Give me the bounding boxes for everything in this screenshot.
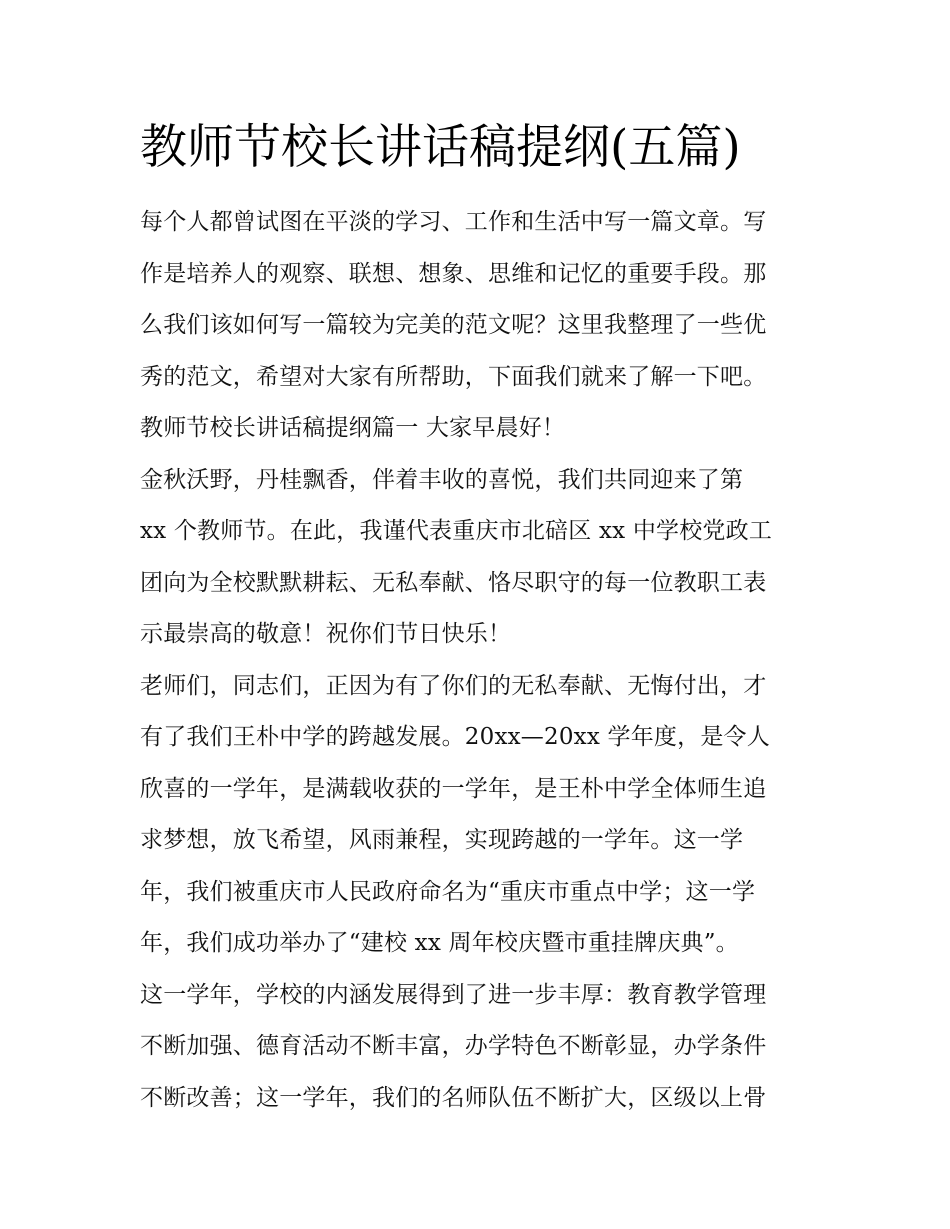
- text-line: 金秋沃野，丹桂飘香，伴着丰收的喜悦，我们共同迎来了第: [140, 466, 744, 493]
- text-line: 作是培养人的观察、联想、想象、思维和记忆的重要手段。那: [140, 260, 767, 287]
- document-title: 教师节校长讲话稿提纲(五篇): [140, 120, 741, 175]
- text-line: 团向为全校默默耕耘、无私奉献、恪尽职守的每一位教职工表: [140, 569, 767, 596]
- text-line: xx 个教师节。在此，我谨代表重庆市北碚区 xx 中学校党政工: [140, 518, 773, 544]
- document-body: [140, 197, 820, 1124]
- text-line: 么我们该如何写一篇较为完美的范文呢？这里我整理了一些优: [140, 312, 767, 338]
- text-line: 每个人都曾试图在平淡的学习、工作和生活中写一篇文章。写: [140, 209, 767, 235]
- text-line: 有了我们王朴中学的跨越发展。20xx—20xx 学年度，是令人: [140, 724, 770, 750]
- text-line: 不断改善；这一学年，我们的名师队伍不断扩大，区级以上骨: [140, 1084, 767, 1111]
- text-line: 不断加强、德育活动不断丰富，办学特色不断彰显，办学条件: [140, 1033, 767, 1059]
- text-line: 年，我们成功举办了“建校 xx 周年校庆暨市重挂牌庆典”。: [140, 930, 739, 956]
- text-line: 欣喜的一学年，是满载收获的一学年，是王朴中学全体师生追: [140, 775, 767, 802]
- section-heading-line: 教师节校长讲话稿提纲篇一 大家早晨好！: [140, 415, 566, 441]
- text-line: 这一学年，学校的内涵发展得到了进一步丰厚：教育教学管理: [140, 981, 767, 1008]
- text-line: 求梦想，放飞希望，风雨兼程，实现跨越的一学年。这一学: [140, 827, 744, 853]
- text-line: 老师们，同志们，正因为有了你们的无私奉献、无悔付出，才: [140, 672, 767, 699]
- text-line: 示最崇高的敬意！祝你们节日快乐！: [140, 621, 512, 647]
- text-line: 年，我们被重庆市人民政府命名为“重庆市重点中学；这一学: [140, 878, 756, 905]
- text-line: 秀的范文，希望对大家有所帮助，下面我们就来了解一下吧。: [140, 363, 767, 390]
